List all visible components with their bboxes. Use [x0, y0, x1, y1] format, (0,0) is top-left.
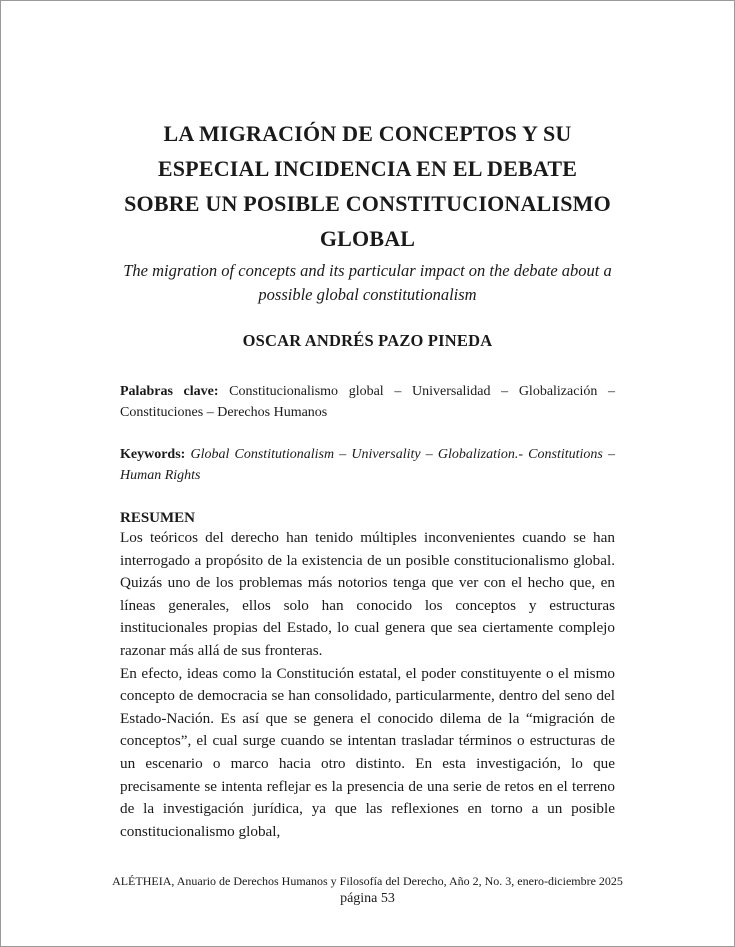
resumen-heading: RESUMEN — [120, 510, 196, 526]
author-name: OSCAR ANDRÉS PAZO PINEDA — [242, 331, 493, 350]
keywords-en-label: Keywords: — [120, 447, 186, 462]
keywords-es-text: Constitucionalismo global – Universalidad – Globalización – Constituciones – Derechos Humanos — [120, 384, 615, 420]
keywords-es-label: Palabras clave: — [120, 384, 219, 399]
journal-citation: ALÉTHEIA, Anuario de Derechos Humanos y Filosofía del Derecho, Año 2, No. 3, enero-diciembre 2025 — [112, 874, 623, 888]
keywords-en — [120, 444, 615, 486]
resumen-paragraph-2: En efecto, ideas como la Constitución estatal, el poder constituyente o el mismo concepto de democracia se han consolidado, particularmente, dentro del seno del Estado-Nación. Es así que se genera el conocido dilema de la “migración de conceptos”, el cual surge cuando se intentan trasladar términos o estructuras de un escenario o marco hacia otro distinto. En esta investigación, lo que precisamente se intenta reflejar es la presencia de una serie de retos en el terreno de la investigación jurídica, ya que las reflexiones en torno a un posible constitucionalismo global, — [120, 664, 615, 840]
resumen-paragraph-1: Los teóricos del derecho han tenido múltiples inconvenientes cuando se han interrogado a propósito de la existencia de un posible constitucionalismo global. Quizás uno de los problemas más notorios tenga que ver con el hecho que, en líneas generales, ellos solo han conocido los conceptos y estructuras institucionales propias del Estado, lo cual genera que sea ciertamente complejo razonar más allá de sus fronteras. — [120, 529, 615, 659]
article-title: LA MIGRACIÓN DE CONCEPTOS Y SU ESPECIAL INCIDENCIA EN EL DEBATE SOBRE UN POSIBLE CONSTITUCIONALISMO GLOBAL — [124, 121, 611, 251]
page-content — [120, 116, 615, 843]
keywords-en-text: Global Constitutionalism – Universality – Globalization.- Constitutions – Human Rights — [120, 447, 616, 483]
article-subtitle: The migration of concepts and its particular impact on the debate about a possible global constitutionalism — [123, 261, 612, 304]
page-footer — [0, 873, 735, 909]
keywords-es — [120, 381, 615, 423]
page-number: página 53 — [340, 891, 395, 906]
